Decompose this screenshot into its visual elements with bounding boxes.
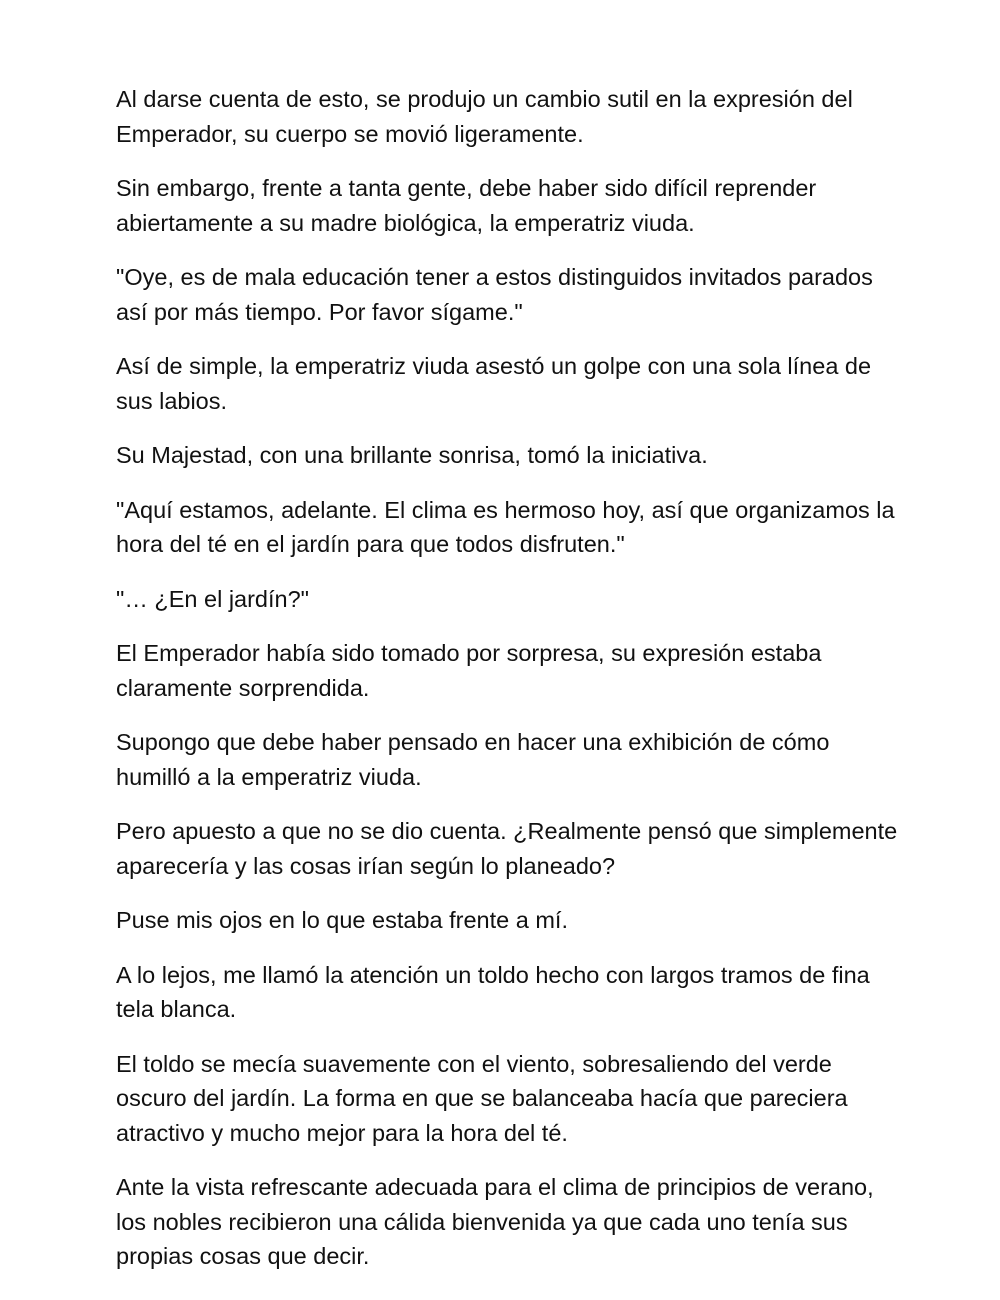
paragraph-2: Sin embargo, frente a tanta gente, debe haber sido difícil reprender abiertamente a su madre biológica, la emperatriz viuda. [116, 175, 817, 236]
paragraph-14: Ante la vista refrescante adecuada para el clima de principios de verano, los nobles recibieron una cálida bienvenida ya que cada uno tenía sus propias cosas que decir. [116, 1174, 874, 1269]
document-page [116, 82, 906, 1294]
paragraph-6: "Aquí estamos, adelante. El clima es hermoso hoy, así que organizamos la hora del té en el jardín para que todos disfruten." [116, 496, 895, 557]
paragraph-8: El Emperador había sido tomado por sorpresa, su expresión estaba claramente sorprendida. [116, 640, 822, 701]
paragraph-5: Su Majestad, con una brillante sonrisa, tomó la iniciativa. [116, 442, 708, 468]
paragraph-4: Así de simple, la emperatriz viuda asestó un golpe con una sola línea de sus labios. [116, 353, 872, 414]
paragraph-10: Pero apuesto a que no se dio cuenta. ¿Realmente pensó que simplemente aparecería y las cosas irían según lo planeado? [116, 818, 898, 879]
paragraph-3: "Oye, es de mala educación tener a estos distinguidos invitados parados así por más tiempo. Por favor sígame." [116, 264, 873, 325]
paragraph-9: Supongo que debe haber pensado en hacer una exhibición de cómo humilló a la emperatriz viuda. [116, 729, 830, 790]
paragraph-12: A lo lejos, me llamó la atención un toldo hecho con largos tramos de fina tela blanca. [116, 961, 870, 1022]
paragraph-1: Al darse cuenta de esto, se produjo un cambio sutil en la expresión del Emperador, su cuerpo se movió ligeramente. [116, 86, 853, 147]
paragraph-11: Puse mis ojos en lo que estaba frente a mí. [116, 907, 568, 933]
paragraph-7: "… ¿En el jardín?" [116, 585, 310, 612]
paragraph-13: El toldo se mecía suavemente con el viento, sobresaliendo del verde oscuro del jardín. La forma en que se balanceaba hacía que pareciera atractivo y mucho mejor para la hora del té. [116, 1050, 848, 1146]
